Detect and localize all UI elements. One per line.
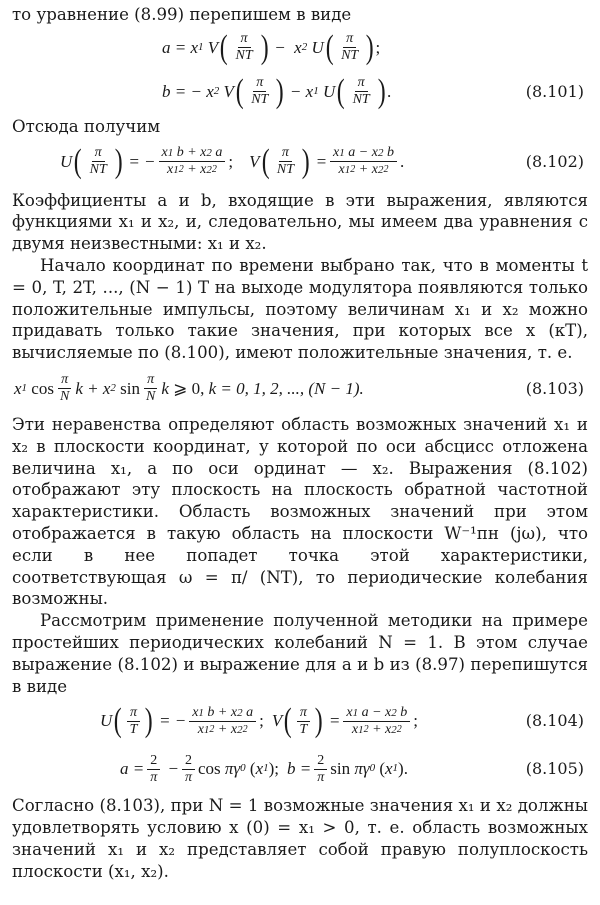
paragraph-coefficients: Коэффициенты a и b, входящие в эти выражения, являются функциями x₁ и x₂, и, следовательно, мы имеем два уравнения с двумя неизвестными: x₁ и x₂.: [12, 190, 588, 254]
paragraph-conclusion: Согласно (8.103), при N = 1 возможные значения x₁ и x₂ должны удовлетворять условию x (0) = x₁ > 0, т. е. область возможных значений x₁ и x₂ представляет собой правую полуплоскость плоскости (x₁, x₂).: [12, 796, 588, 881]
paragraph-time-origin: Начало координат по времени выбрано так, что в моменты t = 0, T, 2T, ..., (N − 1) T на выходе модулятора появляются только положительные импульсы, поэтому величинам x₁ и x₂ можно придавать только такие значения, при которых все x (кT), вычисляемые по (8.100), имеют положительные значения, т. е.: [12, 255, 588, 363]
equation-number: (8.102): [525, 151, 584, 171]
intro-line: то уравнение (8.99) перепишем в виде: [12, 5, 352, 24]
equation-number: (8.103): [525, 379, 584, 399]
equation-8-102: U ( $\frac{\pi}{NT}$ ) = − x 1 b + x 2 a x 1 2 + x 2 2 ; V ( $\frac{\pi}{NT}$ ) = x 1 a − x 2 b x 1 2 + x 2 2 . (8.102): [60, 142, 584, 180]
paragraph-example: Рассмотрим применение полученной методики на примере простейших периодических колебаний N = 1. В этом случае выражение (8.102) и выражение для a и b из (8.97) перепишутся в виде: [12, 611, 588, 696]
equation-number: (8.101): [525, 81, 584, 101]
equation-number: (8.104): [525, 711, 584, 731]
equation-8-101-b: b = − x 2 V ( $\frac{\pi}{NT}$ ) − x 1 U ( $\frac{\pi}{NT}$ ) . (8.101): [162, 72, 584, 110]
equation-8-104: U ( $\frac{\pi}{T}$ ) = − x 1 b + x 2 a x 1 2 + x 2 2 ; V ( $\frac{\pi}{T}$ ) = x 1 a − x 2 b x 1 2 + x 2 2 ; (8.104): [100, 702, 584, 740]
equation-8-103-tail: k = 0, 1, 2, ..., (N − 1).: [208, 379, 364, 399]
equation-number: (8.105): [525, 759, 584, 779]
equation-8-101-a: a = x 1 V ( $\frac{\pi}{NT}$ ) − x 2 U ( $\frac{\pi}{NT}$ ) ;: [162, 28, 381, 66]
hence-line: Отсюда получим: [12, 116, 161, 136]
equation-8-103: x 1 cos $\frac{\pi}{N}$ k + x 2 sin $\frac{\pi}{N}$ k ⩾ 0, k = 0, 1, 2, ..., (N − 1). (8.103): [14, 372, 584, 405]
equation-8-105: a = $\frac{2}{\pi}$ − $\frac{2}{\pi}$ cos πγ 0 ( x 1 ); b = $\frac{2}{\pi}$ sin πγ 0 ( x 1 ). (8.105): [120, 752, 584, 785]
paragraph-inequalities: Эти неравенства определяют область возможных значений x₁ и x₂ в плоскости координат, у которой по оси абсцисс отложена величина x₁, а по оси ординат — x₂. Выражения (8.102) отображают эту плоскость на плоскость обратной частотной характеристики. Область возможных значений при этом отображается в такую область на плоскости W⁻¹пн (jω), что если в нее попадет точка этой характеристики, соответствующая ω = π/ (NT), то периодические колебания возможны.: [12, 414, 588, 609]
